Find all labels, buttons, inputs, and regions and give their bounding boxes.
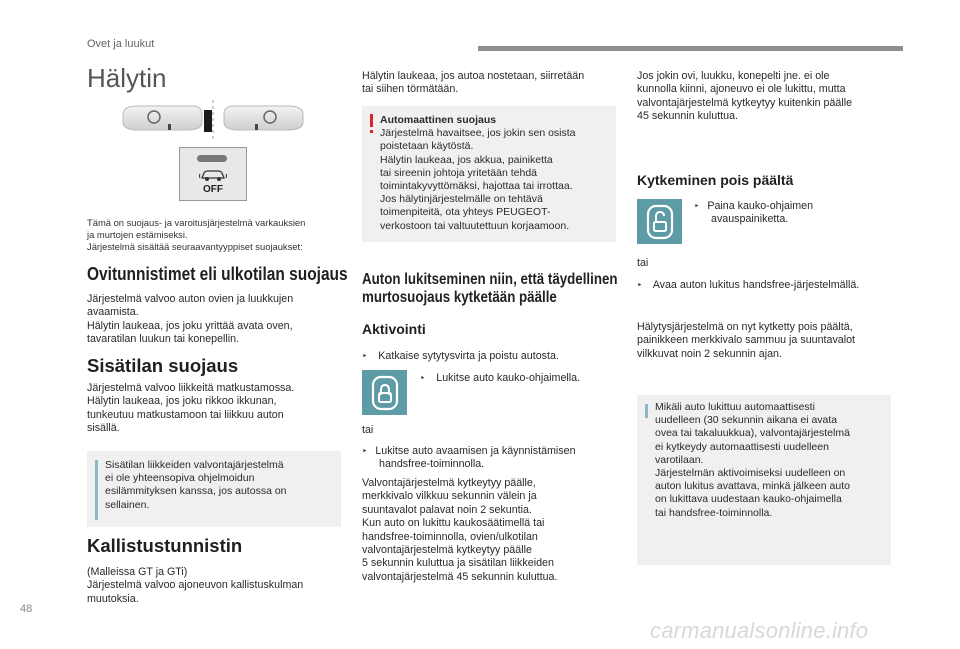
note-line: uudelleen (30 sekunnin aikana ei avata bbox=[655, 414, 838, 427]
intro-line: Järjestelmä sisältää seuraavantyyppiset suojaukset: bbox=[87, 241, 303, 253]
text-line: valvontajärjestelmä 45 sekunnin kuluttua. bbox=[362, 570, 558, 583]
note-line: ei ole yhteensopiva ohjelmoidun bbox=[105, 472, 255, 485]
text-line: suuntavalot palavat noin 2 sekuntia. bbox=[362, 503, 532, 516]
lock-heading bbox=[362, 271, 642, 307]
note-line: poistetaan käytöstä. bbox=[380, 140, 474, 153]
text-line: tunkeutuu matkustamoon tai liikkuu auton bbox=[87, 408, 284, 421]
col2-body bbox=[362, 477, 622, 584]
text-line: Järjestelmä valvoo ajoneuvon kallistuskulman bbox=[87, 579, 304, 592]
text-line: 45 sekunnin kuluttua. bbox=[637, 110, 739, 123]
step-lock-remote bbox=[420, 372, 580, 385]
watermark: carmanualsonline.info bbox=[650, 618, 869, 643]
note-line: sellainen. bbox=[105, 498, 150, 511]
text-line: sisällä. bbox=[87, 422, 120, 435]
unlock-icon bbox=[646, 204, 674, 240]
lock-icon bbox=[371, 375, 399, 411]
or-text: tai bbox=[362, 424, 374, 436]
heading-line: murtosuojaus kytketään päälle bbox=[362, 289, 557, 306]
note-line: Hälytin laukeaa, jos akkua, painiketta bbox=[380, 153, 553, 166]
note-line: auton lukitus avattava, minkä jälkeen auto bbox=[655, 480, 850, 493]
lock-button-icon-box bbox=[362, 370, 407, 415]
text-line: 5 sekunnin kuluttua ja sisätilan liikkeiden bbox=[362, 557, 554, 570]
intro-text bbox=[87, 217, 347, 254]
note-line: verkostoon tai valtuutettuun korjaamoon. bbox=[380, 219, 570, 232]
note-line: esilämmityksen kanssa, jos autossa on bbox=[105, 485, 287, 498]
step-text: Lukitse auto avaamisen ja käynnistämisen bbox=[375, 445, 576, 457]
warning-title: Automaattinen suojaus bbox=[380, 114, 497, 126]
interior-heading: Sisätilan suojaus bbox=[87, 355, 239, 376]
note-line: Järjestelmän aktivoimiseksi uudelleen on bbox=[655, 467, 846, 480]
automatic-protection-warning bbox=[362, 106, 616, 242]
step-text: Avaa auton lukitus handsfree-järjestelmällä. bbox=[652, 279, 860, 291]
text-line: valvontajärjestelmä kytkeytyy päälle bbox=[362, 544, 532, 557]
status-led bbox=[197, 155, 227, 162]
step-text: Paina kauko-ohjaimen bbox=[707, 200, 814, 212]
exterior-heading: Ovitunnistimet eli ulkotilan suojaus bbox=[87, 264, 348, 284]
text-line: tai siihen törmätään. bbox=[362, 83, 459, 96]
note-line: ovea tai takaluukkua), valvontajärjestelmä bbox=[655, 427, 850, 440]
exterior-text bbox=[87, 293, 347, 347]
page-title: Hälytin bbox=[87, 63, 167, 93]
intro-line: Tämä on suojaus- ja varoitusjärjestelmä varkauksien bbox=[87, 217, 306, 228]
text-line: Valvontajärjestelmä kytkeytyy päälle, bbox=[362, 477, 536, 489]
intro-line: ja murtojen estämiseksi. bbox=[87, 229, 188, 241]
text-line: vilkkuvat noin 2 sekunnin ajan. bbox=[637, 347, 782, 360]
text-line: handsfree-toiminnolla, ovien/ulkotilan bbox=[362, 530, 538, 543]
step-text: Katkaise sytytysvirta ja poistu autosta. bbox=[378, 350, 559, 362]
auto-relock-info-note bbox=[637, 395, 891, 565]
step-text: handsfree-toiminnolla. bbox=[379, 458, 485, 471]
interior-sensor-illustration bbox=[118, 100, 308, 142]
text-line: Järjestelmä valvoo auton ovien ja luukkujen bbox=[87, 293, 294, 305]
text-line: valvontajärjestelmä kytkeytyy kuitenkin päälle bbox=[637, 96, 853, 109]
text-line: painikkeen merkkivalo sammuu ja suuntavalot bbox=[637, 334, 856, 347]
text-line: Hälytin laukeaa, jos autoa nostetaan, siirretään bbox=[362, 70, 585, 82]
note-line: toimenpiteitä, ota yhteys PEUGEOT- bbox=[380, 206, 551, 219]
alarm-off-panel bbox=[179, 147, 247, 201]
text-line: Järjestelmä valvoo liikkeitä matkustamossa. bbox=[87, 382, 295, 394]
step-text: avauspainiketta. bbox=[711, 213, 789, 226]
warning-dot bbox=[370, 130, 373, 133]
activation-heading: Aktivointi bbox=[362, 321, 426, 337]
step-lock-handsfree bbox=[362, 445, 622, 472]
note-line: Järjestelmä havaitsee, jos jokin sen osista bbox=[380, 127, 576, 140]
note-line: varotilaan. bbox=[655, 453, 704, 466]
page-number: 48 bbox=[20, 603, 33, 615]
or-text: tai bbox=[637, 257, 649, 269]
tilt-text bbox=[87, 566, 347, 606]
tilt-heading: Kallistustunnistin bbox=[87, 535, 243, 556]
note-line: tai handsfree-toiminnolla. bbox=[655, 506, 773, 519]
col3-body bbox=[637, 321, 907, 361]
off-label: OFF bbox=[203, 184, 223, 195]
note-line: ei kytkeydy automaattisesti uudelleen bbox=[655, 440, 829, 453]
text-line: Hälytin laukeaa, jos joku yrittää avata oven, bbox=[87, 319, 293, 332]
note-line: toimintakyvyttömäksi, hajottaa tai irrottaa. bbox=[380, 180, 573, 193]
header-bar bbox=[478, 46, 903, 51]
section-header: Ovet ja luukut bbox=[87, 38, 155, 50]
text-line: Hälytysjärjestelmä on nyt kytketty pois päältä, bbox=[637, 321, 853, 333]
col2-intro bbox=[362, 70, 622, 97]
exterior-heading-wrap bbox=[87, 264, 357, 284]
unlock-button-icon-box bbox=[637, 199, 682, 244]
step-text: Lukitse auto kauko-ohjaimella. bbox=[436, 372, 581, 384]
note-line: Mikäli auto lukittuu automaattisesti bbox=[655, 401, 815, 413]
step-press-unlock bbox=[694, 200, 894, 227]
note-line: Jos hälytinjärjestelmälle on tehtävä bbox=[380, 193, 543, 206]
info-bar bbox=[95, 460, 98, 520]
text-line: Hälytin laukeaa, jos joku rikkoo ikkunan, bbox=[87, 395, 277, 408]
heading-line: Auton lukitseminen niin, että täydellinen bbox=[362, 271, 618, 288]
note-line: tai sireenin johtoja yritetään tehdä bbox=[380, 166, 538, 179]
text-line: tavaratilan luukun tai konepellin. bbox=[87, 333, 240, 346]
text-line: muutoksia. bbox=[87, 592, 139, 605]
car-alarm-icon bbox=[199, 168, 227, 182]
text-line: avaamista. bbox=[87, 306, 139, 319]
warning-bar bbox=[370, 114, 373, 127]
note-line: on lukittava uudestaan kauko-ohjaimella bbox=[655, 493, 842, 506]
col3-intro bbox=[637, 70, 907, 124]
interior-info-note bbox=[87, 451, 341, 527]
deactivation-heading: Kytkeminen pois päältä bbox=[637, 172, 794, 188]
text-line: (Malleissa GT ja GTi) bbox=[87, 566, 188, 578]
text-line: kunnolla kiinni, ajoneuvo ei ole lukittu, mutta bbox=[637, 83, 846, 96]
text-line: merkkivalo vilkkuu sekunnin välein ja bbox=[362, 490, 537, 503]
text-line: Jos jokin ovi, luukku, konepelti jne. ei ole bbox=[637, 70, 830, 82]
text-line: Kun auto on lukittu kaukosäätimellä tai bbox=[362, 517, 545, 530]
info-bar bbox=[645, 404, 648, 418]
step-ignition-off bbox=[362, 350, 559, 363]
note-line: Sisätilan liikkeiden valvontajärjestelmä bbox=[105, 459, 284, 471]
interior-text bbox=[87, 382, 347, 436]
step-unlock-handsfree bbox=[637, 279, 859, 292]
